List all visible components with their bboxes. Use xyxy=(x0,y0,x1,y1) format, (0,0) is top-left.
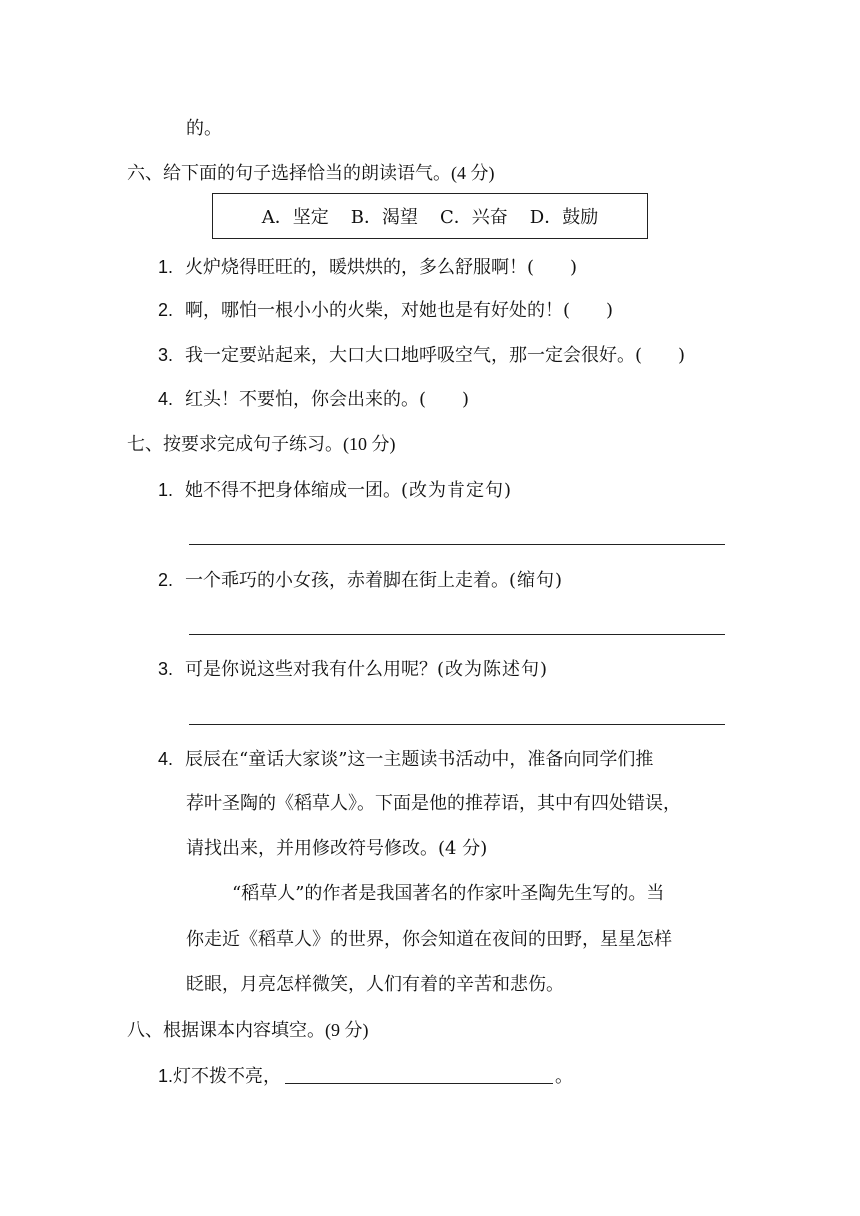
question-text: 可是你说这些对我有什么用呢？ xyxy=(185,659,437,680)
question-text: 火炉烧得旺旺的，暖烘烘的，多么舒服啊！( ) xyxy=(185,257,578,278)
section6-score: (4 分) xyxy=(451,163,495,183)
question-number: 2. xyxy=(158,570,174,590)
section6-title: 六、给下面的句子选择恰当的朗读语气。 xyxy=(127,163,451,184)
question-number: 2. xyxy=(158,300,174,320)
fragment-text: 的。 xyxy=(186,118,222,139)
question-text-line-3: 请找出来，并用修改符号修改。(4 分) xyxy=(186,838,488,859)
question-text: 一个乖巧的小女孩，赤着脚在街上走着。 xyxy=(185,570,509,591)
question-number: 3. xyxy=(158,659,174,679)
question-text: 我一定要站起来，大口大口地呼吸空气，那一定会很好。( ) xyxy=(185,345,686,366)
answer-line-1[interactable] xyxy=(189,544,725,545)
section8-heading xyxy=(127,1017,369,1044)
option-a: A．坚定 xyxy=(261,207,329,228)
s7-question-2 xyxy=(158,567,563,594)
s7-question-3 xyxy=(158,656,548,683)
question-end: 。 xyxy=(555,1066,574,1087)
question-text: 她不得不把身体缩成一团。 xyxy=(185,480,401,501)
question-instruction: (改为肯定句) xyxy=(401,480,513,501)
passage-line-2: 你走近《稻草人》的世界，你会知道在夜间的田野，星星怎样 xyxy=(186,929,672,950)
passage-line-1: “稻草人”的作者是我国著名的作家叶圣陶先生写的。当 xyxy=(232,883,665,904)
s8-question-1 xyxy=(158,1063,573,1090)
s6-question-3 xyxy=(158,342,685,369)
question-instruction: (改为陈述句) xyxy=(437,659,549,680)
answer-line-2[interactable] xyxy=(189,634,725,635)
question-text: 啊，哪怕一根小小的火柴，对她也是有好处的！( ) xyxy=(185,300,614,321)
section7-title: 七、按要求完成句子练习。 xyxy=(127,434,343,455)
section6-heading xyxy=(127,160,495,187)
options-box xyxy=(212,193,648,239)
question-number: 4. xyxy=(158,389,174,409)
question-number: 1. xyxy=(158,257,174,277)
s6-question-1 xyxy=(158,254,577,281)
section8-title: 八、根据课本内容填空。 xyxy=(127,1020,325,1041)
question-instruction: (缩句) xyxy=(509,570,564,591)
s7-question-4 xyxy=(158,746,653,773)
question-text: 灯不拨不亮， xyxy=(173,1066,282,1087)
s7-question-1 xyxy=(158,477,512,504)
question-number: 4. xyxy=(158,749,174,769)
option-d: D．鼓励 xyxy=(529,207,599,228)
section7-heading xyxy=(127,431,396,458)
answer-line-3[interactable] xyxy=(189,724,725,725)
option-c: C．兴奋 xyxy=(440,207,508,228)
s6-question-2 xyxy=(158,297,613,324)
section8-score: (9 分) xyxy=(325,1020,369,1040)
section7-score: (10 分) xyxy=(343,434,396,454)
passage-line-3: 眨眼，月亮怎样微笑，人们有着的辛苦和悲伤。 xyxy=(186,974,564,995)
option-b: B．渴望 xyxy=(350,207,418,228)
question-text-line-1: 辰辰在“童话大家谈”这一主题读书活动中，准备向同学们推 xyxy=(185,749,654,770)
fill-blank[interactable] xyxy=(285,1063,553,1084)
question-text: 红头！不要怕，你会出来的。( ) xyxy=(185,389,470,410)
question-text-line-2: 荐叶圣陶的《稻草人》。下面是他的推荐语，其中有四处错误， xyxy=(186,793,681,814)
question-number: 3. xyxy=(158,345,174,365)
s6-question-4 xyxy=(158,386,469,413)
question-number: 1. xyxy=(158,1066,174,1086)
question-number: 1. xyxy=(158,480,174,500)
